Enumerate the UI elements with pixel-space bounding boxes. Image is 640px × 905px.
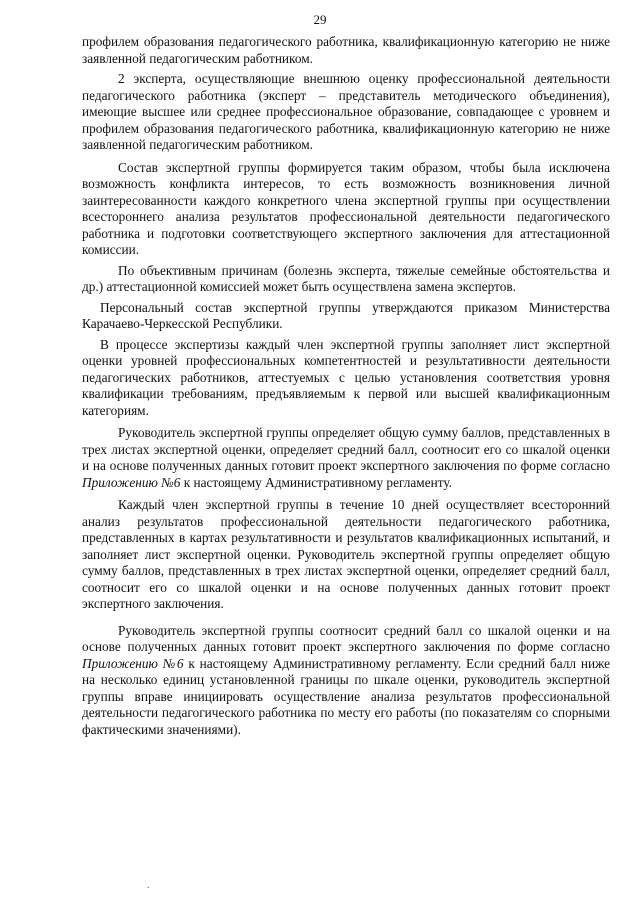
footer-mark: . [147,880,150,891]
paragraph-member-analysis: Каждый член экспертной группы в течение 10 дней осуществляет всесторонний анализ результатов профессиональной деятельности педагогического работника, представленных в картах результативности и результатов квалификационных испытаний, и заполняет лист экспертной оценки. Руководитель экспертной группы определяет общую сумму баллов, представленных в трех листах экспертной оценки, определяет средний балл, соотносит его со шкалой оценки и на основе полученных данных готовит проект экспертного заключения. [82,497,610,611]
paragraph-leader-correlation-tail: к настоящему Административному регламенту. Если средний балл ниже на несколько единиц установленной границы по шкале оценки, руководитель экспертной группы вправе инициировать осуществление анализа результатов профессиональной деятельности педагогического работника по месту его работы (по показателям со спорными фактическими значениями). [82,655,610,737]
paragraph-profile-continuation: профилем образования педагогического работника, квалификационную категорию не ниже заявленной педагогическим работником. [82,34,610,66]
paragraph-leader-score-tail: к настоящему Административному регламенту. [180,474,452,490]
page-number: 29 [313,12,327,27]
paragraph-leader-score-text: Руководитель экспертной группы определяет общую сумму баллов, представленных в трех листах экспертной оценки, определяет средний балл, соотносит его со шкалой оценки и на основе полученных данных готовит проект экспертного заключения по форме согласно [82,425,610,473]
appendix-6-reference-second: Приложению №6 [82,655,184,671]
appendix-6-reference: Приложению №6 [82,474,181,490]
paragraph-leader-score [82,425,610,491]
paragraph-personal-composition: Персональный состав экспертной группы утверждаются приказом Министерства Карачаево-Черкесской Республики. [82,299,610,331]
page-body [82,34,610,742]
paragraph-expertise-process: В процессе экспертизы каждый член экспертной группы заполняет лист экспертной оценки уровней профессиональных компетентностей и результативности деятельности педагогических работников, аттестуемых с целью установления соответствия уровня квалификации требованиям, предъявляемым к первой или высшей квалификационным категориям. [82,336,610,418]
paragraph-leader-correlation [82,623,610,739]
paragraph-expert-replacement: По объективным причинам (болезнь эксперта, тяжелые семейные обстоятельства и др.) аттестационной комиссией может быть осуществлена замена экспертов. [82,262,610,294]
paragraph-leader-correlation-text: Руководитель экспертной группы соотносит средний балл со шкалой оценки и на основе полученных данных готовит проект экспертного заключения по форме согласно [82,622,610,654]
paragraph-two-experts: 2 эксперта, осуществляющие внешнюю оценку профессиональной деятельности педагогического работника (эксперт – представитель методического объединения), имеющие высшее или среднее профессиональное образование, совпадающее с уровнем и профилем образования педагогического работника, квалификационную категорию не ниже заявленной педагогическим работником. [82,71,610,152]
paragraph-group-composition: Состав экспертной группы формируется таким образом, чтобы была исключена возможность конфликта интересов, то есть возможность возникновения личной заинтересованности каждого конкретного члена экспертной группы при осуществлении всестороннего анализа результатов профессиональной деятельности педагогического работника и подготовки соответствующего экспертного заключения для аттестационной комиссии. [82,159,610,257]
